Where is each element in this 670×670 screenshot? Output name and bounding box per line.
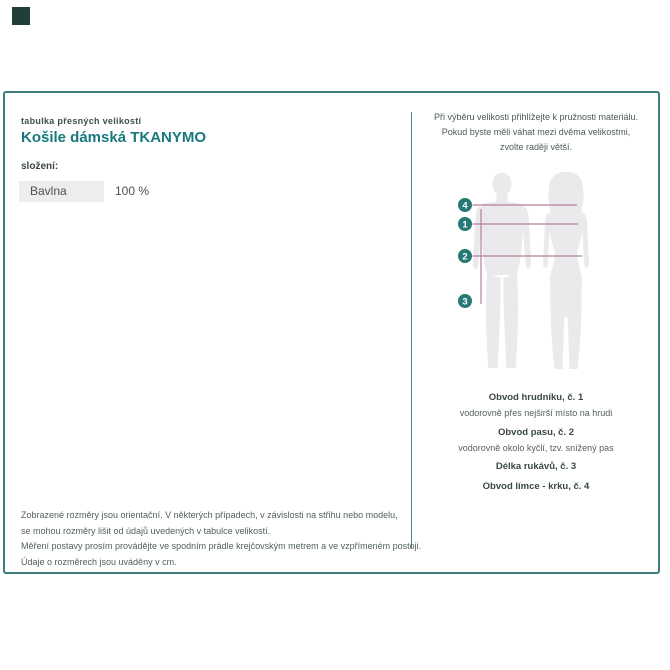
sizing-advice-line-2: Pokud byste měli váhat mezi dvěma velikostmi, (441, 127, 631, 137)
measurement-label-collar: Obvod límce - krku, č. 4 (482, 481, 590, 492)
svg-text:4: 4 (462, 200, 468, 212)
figure-marker-3 (458, 294, 472, 308)
corner-square-icon (12, 7, 30, 25)
measurement-label-waist: Obvod pasu, č. 2 (497, 427, 575, 438)
male-silhouette (473, 173, 531, 369)
svg-text:3: 3 (462, 296, 468, 308)
disclaimer-line-3: Měření postavy prosím provádějte ve spodním prádle krejčovským metrem a ve vzpřímeném postoji. (21, 541, 422, 551)
composition-label: složení: (21, 161, 59, 172)
measurement-desc-chest: vodorovně přes nejširší místo na hrudi (459, 408, 613, 418)
disclaimer-line-2: se mohou rozměry lišit od údajů uvedených v tabulce velikostí. (21, 525, 271, 536)
figure-marker-2 (458, 249, 472, 263)
sizing-advice-line-3: zvolte raději větší. (499, 142, 573, 152)
table-heading: tabulka přesných velikostí (21, 116, 142, 126)
page-title: Košile dámská TKANYMO (21, 129, 207, 146)
female-silhouette (543, 172, 589, 369)
measurement-label-chest: Obvod hrudníku, č. 1 (488, 392, 584, 403)
composition-material: Bavlna (19, 181, 104, 202)
svg-text:1: 1 (462, 219, 468, 231)
composition-percent: 100 % (115, 184, 150, 198)
measurement-figure-diagram (450, 165, 645, 380)
measurement-label-sleeve: Délka rukávů, č. 3 (495, 461, 577, 472)
svg-text:2: 2 (462, 251, 468, 263)
disclaimer-line-4: Údaje o rozměrech jsou uváděny v cm. (21, 556, 177, 567)
figure-marker-1 (458, 217, 472, 231)
sizing-advice-line-1: Při výběru velikosti přihlížejte k pružnosti materiálu. (433, 112, 639, 122)
disclaimer-block (21, 508, 421, 570)
disclaimer-line-1: Zobrazené rozměry jsou orientační. V některých případech, v závislosti na střihu nebo modelu, (21, 510, 398, 520)
sizing-advice-block (412, 110, 660, 155)
figure-marker-4 (458, 198, 472, 212)
measurement-desc-waist: vodorovně okolo kyčlí, tzv. snížený pas (458, 443, 614, 453)
